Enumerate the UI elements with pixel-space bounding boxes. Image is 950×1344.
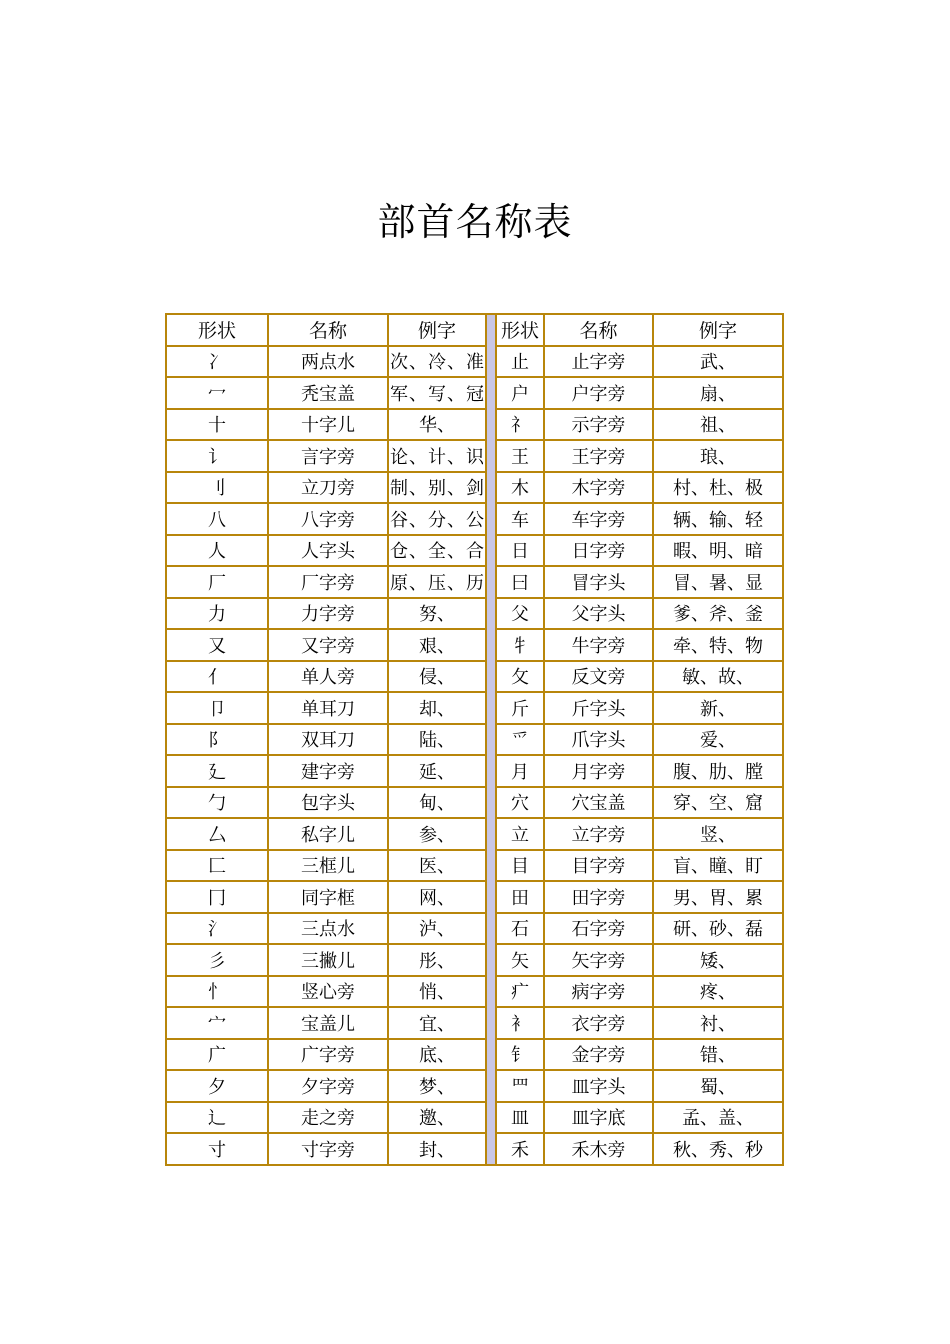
radical-name-cell: 单耳刀 [268, 692, 388, 724]
example-chars-cell: 悄、 [388, 976, 486, 1008]
radical-shape-cell: 衤 [496, 1007, 544, 1039]
radical-shape-cell: 八 [166, 503, 268, 535]
radical-shape-cell: 冫 [166, 346, 268, 378]
radical-shape-cell: 止 [496, 346, 544, 378]
page-title: 部首名称表 [377, 200, 573, 244]
table-row [166, 787, 783, 819]
example-chars-cell: 延、 [388, 755, 486, 787]
radical-name-cell: 爪字头 [544, 724, 653, 756]
column-divider [486, 346, 496, 378]
radical-name-cell: 月字旁 [544, 755, 653, 787]
example-chars-cell: 村、杜、极 [653, 472, 783, 504]
radical-name-cell: 夕字旁 [268, 1070, 388, 1102]
column-divider [486, 692, 496, 724]
example-chars-cell: 研、砂、磊 [653, 913, 783, 945]
example-chars-cell: 祖、 [653, 409, 783, 441]
table-row [166, 440, 783, 472]
radical-name-cell: 田字旁 [544, 881, 653, 913]
table-row [166, 1133, 783, 1165]
example-chars-cell: 华、 [388, 409, 486, 441]
radical-name-cell: 同字框 [268, 881, 388, 913]
column-divider [486, 755, 496, 787]
radical-name-cell: 单人旁 [268, 661, 388, 693]
radical-shape-cell: 皿 [496, 1102, 544, 1134]
example-chars-cell: 网、 [388, 881, 486, 913]
example-chars-cell: 医、 [388, 850, 486, 882]
radical-name-cell: 两点水 [268, 346, 388, 378]
radical-shape-cell: 寸 [166, 1133, 268, 1165]
example-chars-cell: 新、 [653, 692, 783, 724]
radical-name-cell: 竖心旁 [268, 976, 388, 1008]
example-chars-cell: 衬、 [653, 1007, 783, 1039]
column-divider [486, 1070, 496, 1102]
radical-name-cell: 宝盖儿 [268, 1007, 388, 1039]
radical-shape-cell: 目 [496, 850, 544, 882]
example-chars-cell: 论、计、识 [388, 440, 486, 472]
example-chars-cell: 原、压、历 [388, 566, 486, 598]
radical-name-cell: 牛字旁 [544, 629, 653, 661]
radical-name-cell: 厂字旁 [268, 566, 388, 598]
radical-shape-cell: 穴 [496, 787, 544, 819]
radical-shape-cell: 曰 [496, 566, 544, 598]
table-row [166, 944, 783, 976]
column-divider [486, 598, 496, 630]
radical-name-cell: 止字旁 [544, 346, 653, 378]
example-chars-cell: 辆、输、轻 [653, 503, 783, 535]
radical-name-cell: 冒字头 [544, 566, 653, 598]
table-row [166, 818, 783, 850]
radical-name-cell: 三框儿 [268, 850, 388, 882]
example-chars-cell: 琅、 [653, 440, 783, 472]
radical-name-cell: 穴宝盖 [544, 787, 653, 819]
table-row [166, 346, 783, 378]
radical-shape-cell: 父 [496, 598, 544, 630]
radical-shape-cell: 钅 [496, 1039, 544, 1071]
example-chars-cell: 暇、明、暗 [653, 535, 783, 567]
radical-shape-cell: 户 [496, 377, 544, 409]
example-chars-cell: 努、 [388, 598, 486, 630]
radical-shape-cell: 攵 [496, 661, 544, 693]
column-divider [486, 409, 496, 441]
radical-shape-cell: 氵 [166, 913, 268, 945]
radical-shape-cell: 石 [496, 913, 544, 945]
example-chars-cell: 冒、暑、显 [653, 566, 783, 598]
example-chars-cell: 爹、斧、釜 [653, 598, 783, 630]
radical-name-cell: 车字旁 [544, 503, 653, 535]
column-divider [486, 472, 496, 504]
header-name-left: 名称 [268, 314, 388, 346]
example-chars-cell: 宜、 [388, 1007, 486, 1039]
table-row [166, 1039, 783, 1071]
example-chars-cell: 泸、 [388, 913, 486, 945]
example-chars-cell: 彤、 [388, 944, 486, 976]
column-divider [486, 787, 496, 819]
table-row [166, 503, 783, 535]
radical-name-cell: 包字头 [268, 787, 388, 819]
radical-name-cell: 双耳刀 [268, 724, 388, 756]
table-row [166, 598, 783, 630]
table-header-row [166, 314, 783, 346]
table-row [166, 661, 783, 693]
example-chars-cell: 甸、 [388, 787, 486, 819]
table-row [166, 913, 783, 945]
radical-shape-cell: 彡 [166, 944, 268, 976]
example-chars-cell: 艰、 [388, 629, 486, 661]
radical-name-cell: 矢字旁 [544, 944, 653, 976]
example-chars-cell: 次、冷、准 [388, 346, 486, 378]
radical-shape-cell: 冖 [166, 377, 268, 409]
radical-name-cell: 走之旁 [268, 1102, 388, 1134]
radical-shape-cell: 十 [166, 409, 268, 441]
radical-shape-cell: 车 [496, 503, 544, 535]
radical-shape-cell: 王 [496, 440, 544, 472]
column-divider [486, 535, 496, 567]
radical-name-cell: 目字旁 [544, 850, 653, 882]
example-chars-cell: 秋、秀、秒 [653, 1133, 783, 1165]
radical-name-cell: 斤字头 [544, 692, 653, 724]
example-chars-cell: 谷、分、公 [388, 503, 486, 535]
table-row [166, 881, 783, 913]
column-divider [486, 503, 496, 535]
radical-name-cell: 皿字底 [544, 1102, 653, 1134]
example-chars-cell: 却、 [388, 692, 486, 724]
column-divider [486, 440, 496, 472]
column-divider [486, 314, 496, 346]
table-row [166, 976, 783, 1008]
radical-shape-cell: 礻 [496, 409, 544, 441]
radical-shape-cell: 辶 [166, 1102, 268, 1134]
column-divider [486, 913, 496, 945]
radical-shape-cell: 立 [496, 818, 544, 850]
example-chars-cell: 底、 [388, 1039, 486, 1071]
table-row [166, 629, 783, 661]
radical-name-cell: 衣字旁 [544, 1007, 653, 1039]
example-chars-cell: 牵、特、物 [653, 629, 783, 661]
column-divider [486, 850, 496, 882]
radical-shape-cell: 罒 [496, 1070, 544, 1102]
column-divider [486, 629, 496, 661]
example-chars-cell: 封、 [388, 1133, 486, 1165]
radical-shape-cell: 疒 [496, 976, 544, 1008]
table-row [166, 535, 783, 567]
radical-name-cell: 日字旁 [544, 535, 653, 567]
radical-shape-cell: 禾 [496, 1133, 544, 1165]
example-chars-cell: 梦、 [388, 1070, 486, 1102]
radicals-table [165, 313, 784, 1166]
radical-shape-cell: 亻 [166, 661, 268, 693]
radical-shape-cell: 牜 [496, 629, 544, 661]
column-divider [486, 818, 496, 850]
radical-name-cell: 皿字头 [544, 1070, 653, 1102]
example-chars-cell: 爱、 [653, 724, 783, 756]
table-row [166, 1102, 783, 1134]
table-row [166, 755, 783, 787]
column-divider [486, 976, 496, 1008]
radical-shape-cell: 矢 [496, 944, 544, 976]
example-chars-cell: 穿、空、窟 [653, 787, 783, 819]
radical-name-cell: 广字旁 [268, 1039, 388, 1071]
table-row [166, 1007, 783, 1039]
radical-name-cell: 石字旁 [544, 913, 653, 945]
example-chars-cell: 盲、瞳、盯 [653, 850, 783, 882]
column-divider [486, 1133, 496, 1165]
radical-shape-cell: 又 [166, 629, 268, 661]
radical-shape-cell: 忄 [166, 976, 268, 1008]
table-row [166, 566, 783, 598]
example-chars-cell: 矮、 [653, 944, 783, 976]
radical-shape-cell: 刂 [166, 472, 268, 504]
column-divider [486, 1039, 496, 1071]
column-divider [486, 377, 496, 409]
radical-shape-cell: 厶 [166, 818, 268, 850]
table-row [166, 377, 783, 409]
table-row [166, 472, 783, 504]
radical-shape-cell: 广 [166, 1039, 268, 1071]
radical-shape-cell: 夕 [166, 1070, 268, 1102]
example-chars-cell: 错、 [653, 1039, 783, 1071]
table-row [166, 692, 783, 724]
radical-shape-cell: 厂 [166, 566, 268, 598]
header-example-right: 例字 [653, 314, 783, 346]
radical-shape-cell: 斤 [496, 692, 544, 724]
header-name-right: 名称 [544, 314, 653, 346]
radical-shape-cell: 冂 [166, 881, 268, 913]
radical-shape-cell: 力 [166, 598, 268, 630]
radical-shape-cell: 阝 [166, 724, 268, 756]
table-row [166, 724, 783, 756]
radical-name-cell: 三点水 [268, 913, 388, 945]
radical-name-cell: 户字旁 [544, 377, 653, 409]
radical-name-cell: 病字旁 [544, 976, 653, 1008]
header-shape-right: 形状 [496, 314, 544, 346]
radical-shape-cell: 匚 [166, 850, 268, 882]
example-chars-cell: 孟、盖、 [653, 1102, 783, 1134]
example-chars-cell: 邀、 [388, 1102, 486, 1134]
example-chars-cell: 陆、 [388, 724, 486, 756]
radical-name-cell: 言字旁 [268, 440, 388, 472]
table-body [166, 346, 783, 1165]
radical-shape-cell: 勹 [166, 787, 268, 819]
radical-shape-cell: 人 [166, 535, 268, 567]
radical-name-cell: 父字头 [544, 598, 653, 630]
example-chars-cell: 敏、故、 [653, 661, 783, 693]
table-row [166, 409, 783, 441]
radical-name-cell: 十字儿 [268, 409, 388, 441]
radical-name-cell: 秃宝盖 [268, 377, 388, 409]
radical-name-cell: 人字头 [268, 535, 388, 567]
example-chars-cell: 参、 [388, 818, 486, 850]
header-shape-left: 形状 [166, 314, 268, 346]
radical-name-cell: 又字旁 [268, 629, 388, 661]
radical-name-cell: 木字旁 [544, 472, 653, 504]
column-divider [486, 881, 496, 913]
radical-name-cell: 建字旁 [268, 755, 388, 787]
radical-name-cell: 金字旁 [544, 1039, 653, 1071]
radical-shape-cell: 宀 [166, 1007, 268, 1039]
radical-name-cell: 立刀旁 [268, 472, 388, 504]
example-chars-cell: 侵、 [388, 661, 486, 693]
example-chars-cell: 武、 [653, 346, 783, 378]
radical-name-cell: 王字旁 [544, 440, 653, 472]
header-example-left: 例字 [388, 314, 486, 346]
radical-name-cell: 立字旁 [544, 818, 653, 850]
radical-shape-cell: 月 [496, 755, 544, 787]
radical-name-cell: 八字旁 [268, 503, 388, 535]
radical-shape-cell: 日 [496, 535, 544, 567]
example-chars-cell: 疼、 [653, 976, 783, 1008]
example-chars-cell: 腹、肋、膛 [653, 755, 783, 787]
radical-name-cell: 私字儿 [268, 818, 388, 850]
radical-shape-cell: 卩 [166, 692, 268, 724]
example-chars-cell: 竖、 [653, 818, 783, 850]
example-chars-cell: 军、写、冠 [388, 377, 486, 409]
column-divider [486, 661, 496, 693]
example-chars-cell: 制、别、剑 [388, 472, 486, 504]
radical-name-cell: 反文旁 [544, 661, 653, 693]
radical-shape-cell: 讠 [166, 440, 268, 472]
radical-shape-cell: 木 [496, 472, 544, 504]
example-chars-cell: 扇、 [653, 377, 783, 409]
column-divider [486, 1007, 496, 1039]
radical-name-cell: 示字旁 [544, 409, 653, 441]
radical-name-cell: 三撇儿 [268, 944, 388, 976]
radical-shape-cell: 廴 [166, 755, 268, 787]
radical-name-cell: 力字旁 [268, 598, 388, 630]
radical-name-cell: 禾木旁 [544, 1133, 653, 1165]
example-chars-cell: 仓、全、合 [388, 535, 486, 567]
column-divider [486, 1102, 496, 1134]
radical-shape-cell: 爫 [496, 724, 544, 756]
example-chars-cell: 男、胃、累 [653, 881, 783, 913]
column-divider [486, 724, 496, 756]
table-row [166, 850, 783, 882]
column-divider [486, 566, 496, 598]
example-chars-cell: 蜀、 [653, 1070, 783, 1102]
radical-name-cell: 寸字旁 [268, 1133, 388, 1165]
radical-shape-cell: 田 [496, 881, 544, 913]
table-row [166, 1070, 783, 1102]
column-divider [486, 944, 496, 976]
